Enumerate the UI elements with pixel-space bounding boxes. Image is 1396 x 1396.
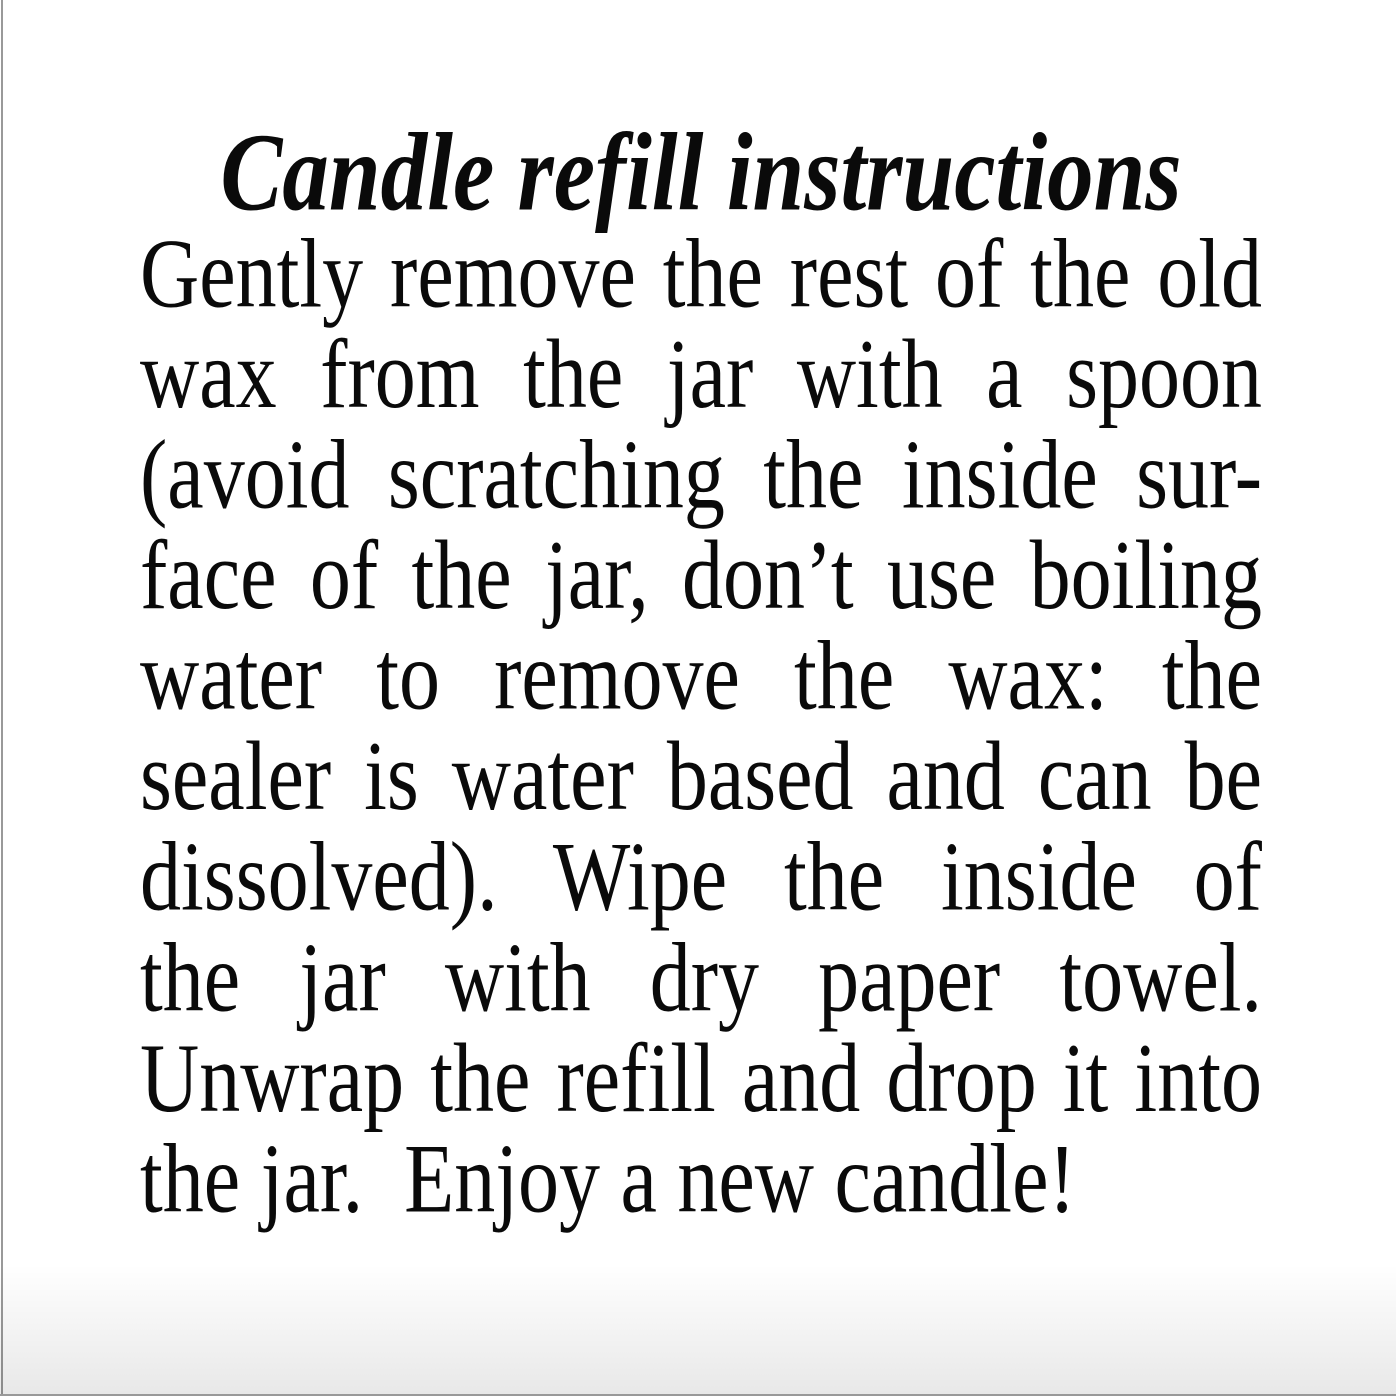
bottom-shading [0,1264,1396,1394]
body-line: the jar with dry paper towel. [140,922,1262,1032]
document-title: Candle refill instructions [220,111,1182,235]
body-line: Unwrap the refill and drop it into [140,1023,1262,1133]
body-line: face of the jar, don’t use boiling [140,520,1262,630]
instructions-text-block [140,0,1262,1233]
body-line: water to remove the wax: the [140,621,1262,731]
body-line-last: the jar. Enjoy a new candle! [140,1123,1076,1233]
left-edge-line [1,0,3,1396]
body-line: dissolved). Wipe the inside of [140,822,1262,932]
body-line: (avoid scratching the inside sur- [140,420,1262,530]
body-line: Gently remove the rest of the old [140,219,1262,328]
body-line: wax from the jar with a spoon [140,319,1262,429]
body-line: sealer is water based and can be [140,721,1262,831]
